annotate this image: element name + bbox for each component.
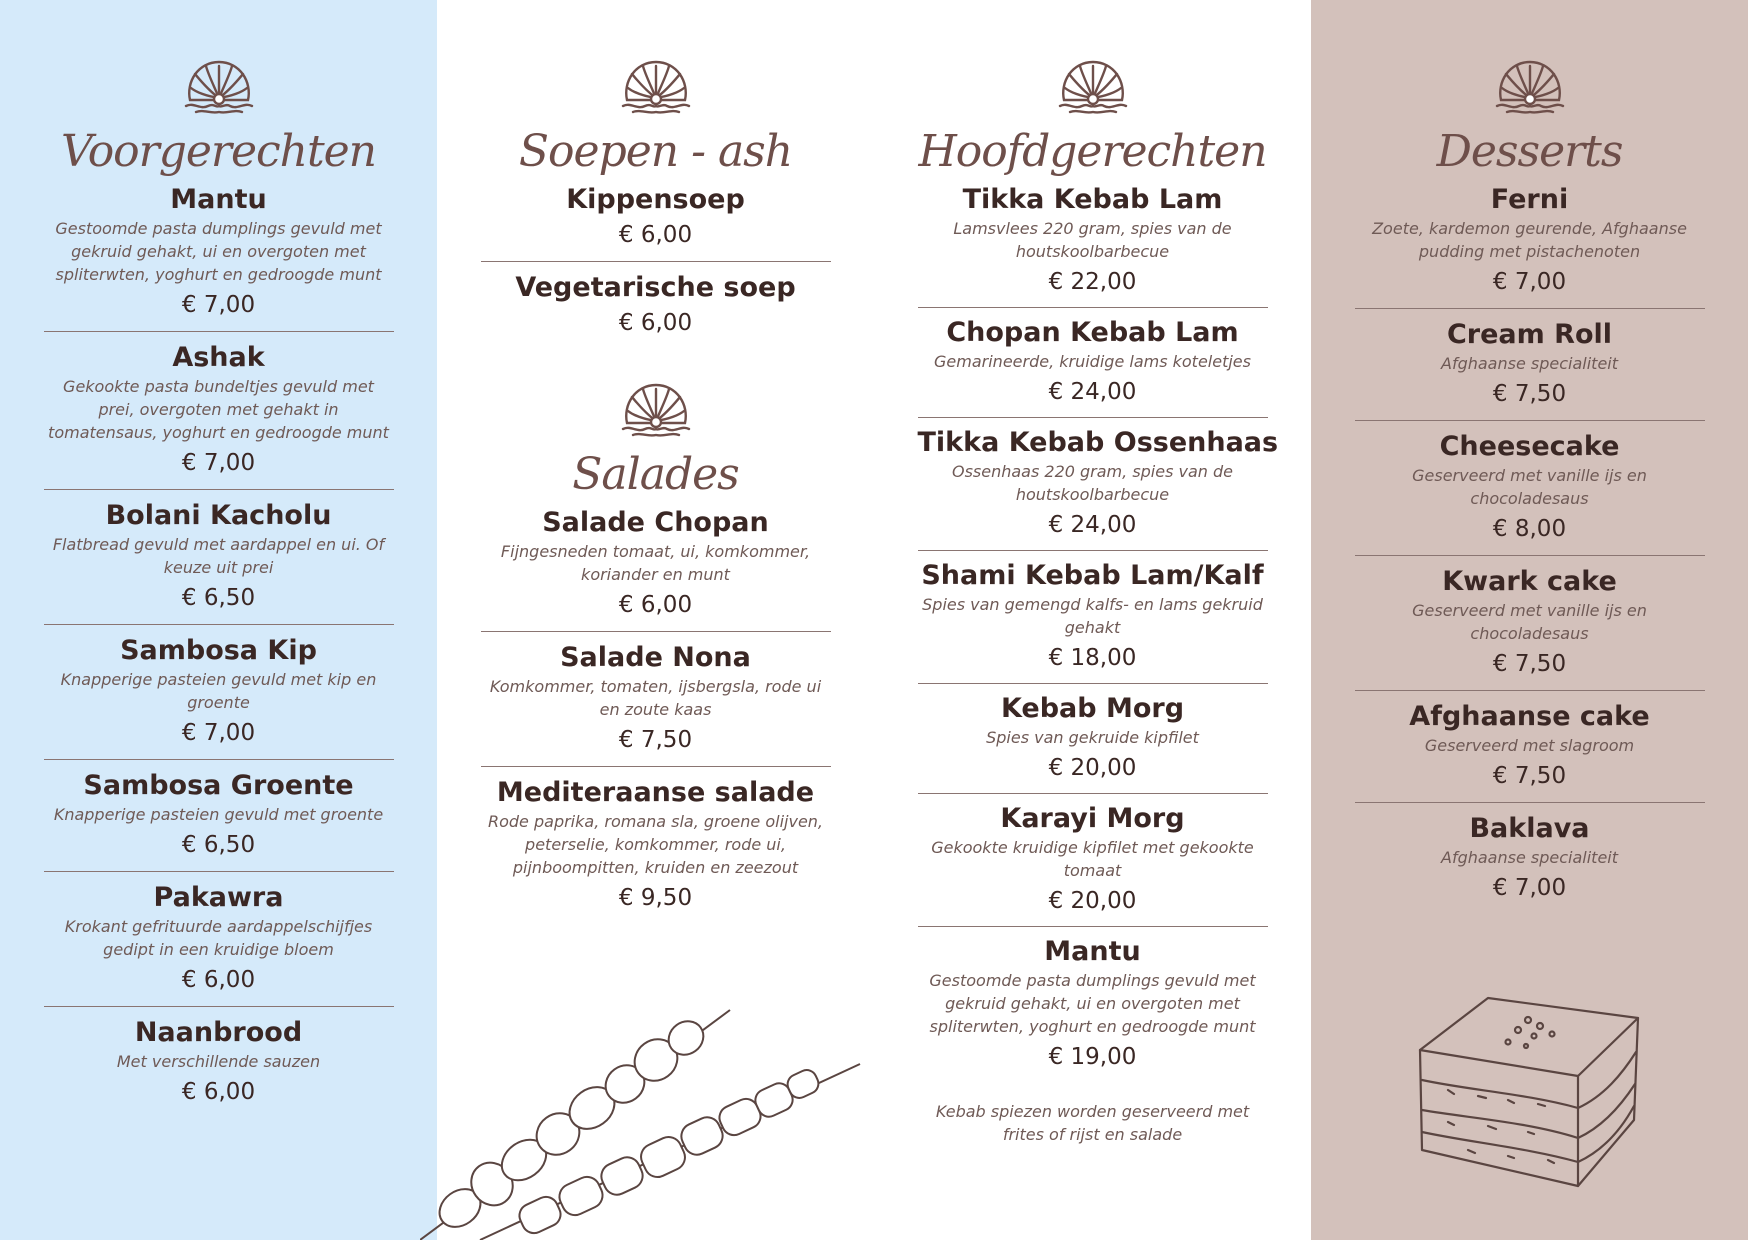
menu-item (481, 184, 831, 261)
item-price: € 6,50 (181, 585, 256, 611)
menu-list-desserts (1355, 184, 1705, 914)
item-price: € 24,00 (1048, 379, 1137, 405)
item-price: € 7,00 (181, 292, 256, 318)
item-price: € 7,00 (181, 450, 256, 476)
menu-item (44, 1006, 394, 1118)
serving-note: Kebab spiezen worden geserveerd met frites of rijst en salade (935, 1102, 1250, 1144)
item-name: Salade Nona (560, 642, 751, 673)
menu-item (481, 766, 831, 924)
item-price: € 19,00 (1048, 1044, 1137, 1070)
item-description: Geserveerd met slagroom (1424, 736, 1635, 755)
shell-icon (1056, 56, 1130, 116)
item-name: Mantu (170, 184, 267, 215)
item-name: Vegetarische soep (515, 272, 796, 303)
item-description: Geserveerd met vanille ijs en chocoladesaus (1412, 601, 1647, 643)
item-price: € 7,50 (1492, 763, 1567, 789)
menu-item (918, 683, 1268, 793)
item-description: Geserveerd met vanille ijs en chocoladesaus (1412, 466, 1647, 508)
menu-item (918, 926, 1268, 1082)
menu-item (481, 261, 831, 349)
item-price: € 7,00 (1492, 875, 1567, 901)
item-description: Lamsvlees 220 gram, spies van de houtskoolbarbecue (953, 219, 1232, 261)
item-name: Cream Roll (1446, 319, 1613, 350)
item-description: Afghaanse specialiteit (1441, 848, 1618, 867)
menu-item (917, 417, 1279, 550)
item-price: € 22,00 (1048, 269, 1137, 295)
item-name: Mediteraanse salade (496, 777, 815, 808)
item-name: Shami Kebab Lam/Kalf (921, 560, 1264, 591)
item-description: Komkommer, tomaten, ijsbergsla, rode ui en zoute kaas (489, 677, 822, 719)
shell-icon (182, 56, 256, 116)
menu-list-soepen (481, 184, 831, 349)
item-description: Afghaanse specialiteit (1441, 354, 1618, 373)
item-price: € 6,00 (618, 592, 693, 618)
menu-item (44, 489, 394, 624)
section-title-hoofdgerechten: Hoofdgerechten (918, 126, 1267, 177)
item-description: Rode paprika, romana sla, groene olijven, peterselie, komkommer, rode ui, pijnboompitten, kruiden en zeezout (487, 812, 824, 877)
item-name: Cheesecake (1439, 431, 1620, 462)
item-price: € 6,00 (181, 967, 256, 993)
item-name: Bolani Kacholu (105, 500, 332, 531)
menu-item (1355, 802, 1705, 914)
section-title-salades: Salades (572, 449, 739, 500)
item-name: Sambosa Groente (83, 770, 354, 801)
item-name: Naanbrood (134, 1017, 303, 1048)
menu-list-voorgerechten (44, 184, 394, 1118)
item-price: € 8,00 (1492, 516, 1567, 542)
section-title-soepen: Soepen - ash (518, 126, 793, 177)
menu-item (481, 507, 831, 631)
menu-item (918, 184, 1268, 307)
shell-icon (1493, 56, 1567, 116)
shell-icon (619, 56, 693, 116)
item-description: Gekookte pasta bundeltjes gevuld met prei, overgoten met gehakt in tomatensaus, yoghurt en gedroogde munt (48, 377, 389, 442)
menu-item (1355, 690, 1705, 802)
shell-icon (619, 379, 693, 439)
menu-item (44, 184, 394, 331)
item-price: € 6,50 (181, 832, 256, 858)
section-title-voorgerechten: Voorgerechten (60, 126, 377, 177)
item-name: Kippensoep (566, 184, 745, 215)
menu-list-salades (481, 507, 831, 924)
baklava-illustration (1408, 990, 1648, 1190)
item-price: € 7,50 (1492, 381, 1567, 407)
item-description: Fijngesneden tomaat, ui, komkommer, koriander en munt (500, 542, 811, 584)
item-price: € 6,00 (618, 222, 693, 248)
item-price: € 24,00 (1048, 512, 1137, 538)
menu-item (1355, 308, 1705, 420)
item-description: Gestoomde pasta dumplings gevuld met gekruid gehakt, ui en overgoten met spliterwten, yoghurt en gedroogde munt (55, 219, 382, 284)
item-description: Gemarineerde, kruidige lams koteletjes (934, 352, 1251, 371)
item-name: Chopan Kebab Lam (946, 317, 1239, 348)
menu-item (44, 331, 394, 489)
item-description: Spies van gekruide kipfilet (986, 728, 1199, 747)
menu-item (44, 871, 394, 1006)
item-price: € 7,50 (618, 727, 693, 753)
item-price: € 9,50 (618, 885, 693, 911)
menu-item (1355, 555, 1705, 690)
menu-item (44, 759, 394, 871)
menu-item (918, 307, 1268, 417)
item-name: Afghaanse cake (1409, 701, 1650, 732)
item-name: Pakawra (153, 882, 284, 913)
item-name: Tikka Kebab Lam (962, 184, 1223, 215)
menu-item (918, 550, 1268, 683)
menu-item (1355, 420, 1705, 555)
item-name: Karayi Morg (1000, 803, 1185, 834)
menu-item (918, 793, 1268, 926)
item-name: Tikka Kebab Ossenhaas (917, 427, 1279, 458)
item-price: € 20,00 (1048, 755, 1137, 781)
column-hoofdgerechten (874, 0, 1311, 1240)
menu-item (44, 624, 394, 759)
item-price: € 6,00 (618, 310, 693, 336)
item-name: Sambosa Kip (120, 635, 317, 666)
item-description: Krokant gefrituurde aardappelschijfjes gedipt in een kruidige bloem (64, 917, 373, 959)
item-name: Kwark cake (1442, 566, 1617, 597)
item-name: Ashak (172, 342, 265, 373)
item-name: Ferni (1490, 184, 1569, 215)
section-title-desserts: Desserts (1436, 126, 1623, 177)
item-description: Spies van gemengd kalfs- en lams gekruid gehakt (922, 595, 1263, 637)
menu-item (481, 631, 831, 766)
item-name: Baklava (1469, 813, 1590, 844)
item-name: Mantu (1044, 936, 1141, 967)
item-description: Knapperige pasteien gevuld met groente (53, 805, 384, 824)
skewers-illustration (420, 1000, 870, 1240)
item-description: Zoete, kardemon geurende, Afghaanse pudding met pistachenoten (1372, 219, 1687, 261)
item-name: Kebab Morg (1000, 693, 1185, 724)
column-voorgerechten (0, 0, 437, 1240)
item-price: € 7,00 (1492, 269, 1567, 295)
menu-list-hoofdgerechten (917, 184, 1279, 1082)
item-price: € 6,00 (181, 1079, 256, 1105)
item-price: € 7,00 (181, 720, 256, 746)
item-price: € 20,00 (1048, 888, 1137, 914)
item-description: Ossenhaas 220 gram, spies van de houtskoolbarbecue (951, 462, 1234, 504)
item-description: Gekookte kruidige kipfilet met gekookte tomaat (931, 838, 1254, 880)
item-description: Met verschillende sauzen (116, 1052, 321, 1071)
item-price: € 18,00 (1048, 645, 1137, 671)
item-description: Flatbread gevuld met aardappel en ui. Of keuze uit prei (52, 535, 385, 577)
item-name: Salade Chopan (542, 507, 769, 538)
item-description: Knapperige pasteien gevuld met kip en groente (60, 670, 377, 712)
item-description: Gestoomde pasta dumplings gevuld met gekruid gehakt, ui en overgoten met spliterwten, yoghurt en gedroogde munt (929, 971, 1256, 1036)
item-price: € 7,50 (1492, 651, 1567, 677)
menu-item (1355, 184, 1705, 308)
